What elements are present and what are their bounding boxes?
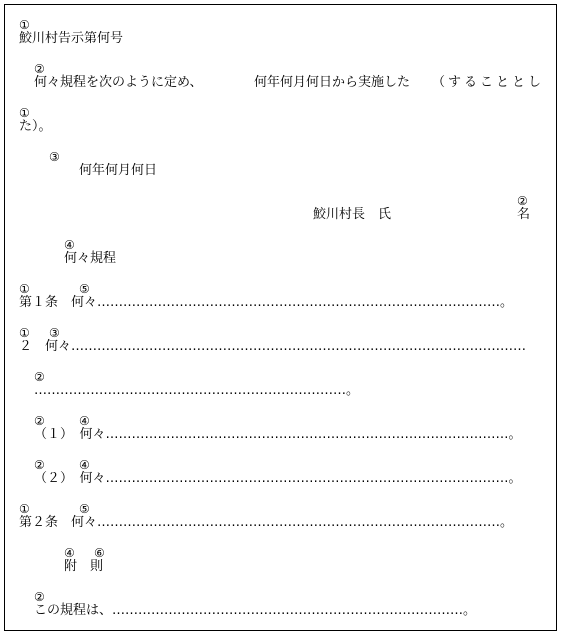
marker-4: ④ <box>79 414 90 428</box>
intro-line-1-paren: （することとし <box>432 75 545 90</box>
signatory-name: 名 <box>517 207 531 222</box>
intro-line-1-date: 何年何月何日から実施した <box>254 75 411 90</box>
marker-5: ⑤ <box>79 502 90 516</box>
signatory: 鮫川村長 氏 <box>313 207 392 222</box>
marker-2: ② <box>34 62 45 76</box>
marker-2: ② <box>34 458 45 472</box>
article-1: 第１条 何々…………………………………………………………………………………。 <box>19 295 514 310</box>
article-1-item-2: （２） 何々…………………………………………………………………………………。 <box>34 471 522 486</box>
date: 何年何月何日 <box>79 163 158 178</box>
marker-1: ① <box>19 106 30 120</box>
marker-2: ② <box>517 194 528 208</box>
marker-3: ③ <box>49 150 60 164</box>
marker-1: ① <box>19 18 30 32</box>
marker-1: ① <box>19 502 30 516</box>
marker-1: ① <box>19 282 30 296</box>
marker-6: ⑥ <box>94 546 105 560</box>
regulation-title: 何々規程 <box>64 251 117 266</box>
article-1-item-1: （１） 何々…………………………………………………………………………………。 <box>34 427 522 442</box>
marker-2: ② <box>34 370 45 384</box>
article-1-paragraph-2-cont: ………………………………………………………………。 <box>34 383 359 398</box>
notice-number: 鮫川村告示第何号 <box>19 31 124 46</box>
marker-1: ① <box>19 326 30 340</box>
intro-line-2: た）。 <box>19 119 52 134</box>
intro-line-1: 何々規程を次のように定め、 <box>34 75 203 90</box>
marker-2: ② <box>34 414 45 428</box>
article-2: 第２条 何々…………………………………………………………………………………。 <box>19 515 514 530</box>
supplementary-heading: 附 則 <box>64 559 104 574</box>
supplementary-text: この規程は、………………………………………………………………………。 <box>34 603 477 618</box>
marker-5: ⑤ <box>79 282 90 296</box>
marker-4: ④ <box>64 238 75 252</box>
marker-4: ④ <box>64 546 75 560</box>
document-frame <box>4 4 557 631</box>
marker-2: ② <box>34 590 45 604</box>
article-1-paragraph-2: ２ 何々…………………………………………………………………………………………… <box>19 339 527 354</box>
marker-4: ④ <box>79 458 90 472</box>
marker-3: ③ <box>49 326 60 340</box>
